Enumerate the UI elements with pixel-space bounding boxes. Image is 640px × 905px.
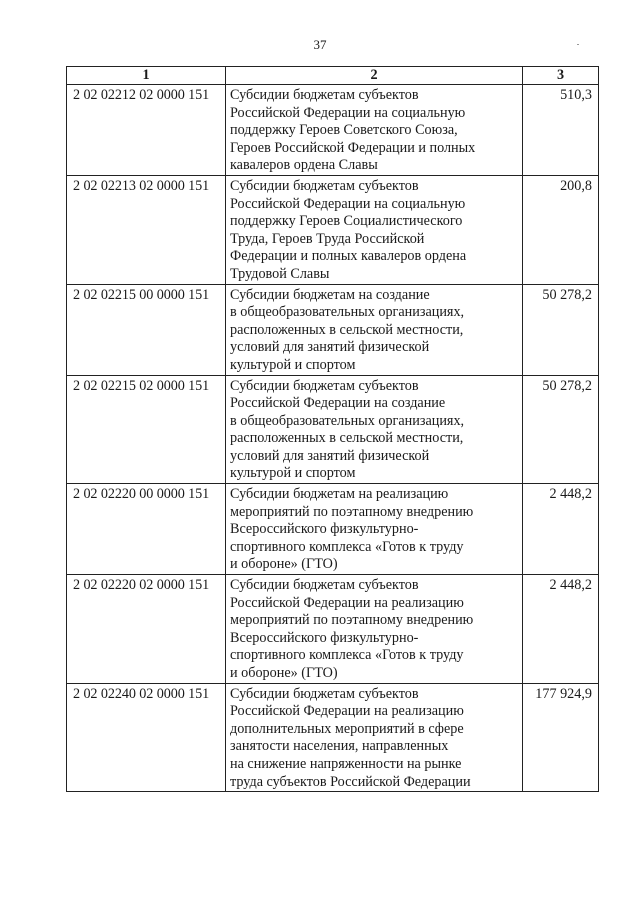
description-line: на снижение напряженности на рынке — [230, 755, 462, 772]
description-line: Трудовой Славы — [230, 265, 330, 282]
table-row — [67, 484, 599, 575]
description-line: Российской Федерации на реализацию — [230, 594, 464, 611]
description-line: Российской Федерации на создание — [230, 395, 446, 412]
description-cell — [226, 484, 523, 575]
budget-code-cell: 2 02 02240 02 0000 151 — [67, 683, 226, 792]
header-cell-code: 1 — [67, 67, 226, 85]
description-line: Российской Федерации на реализацию — [230, 703, 464, 720]
budget-code-cell: 2 02 02220 02 0000 151 — [67, 575, 226, 684]
description-line: Субсидии бюджетам субъектов — [230, 577, 419, 594]
description-line: и обороне» (ГТО) — [230, 556, 338, 573]
description-line: поддержку Героев Социалистического — [230, 213, 463, 230]
budget-table — [66, 66, 599, 792]
description-line: Субсидии бюджетам на создание — [230, 286, 430, 303]
page-number: 37 — [313, 37, 327, 52]
description-line: условий для занятий физической — [230, 447, 430, 464]
description-line: Всероссийского физкультурно- — [230, 521, 419, 538]
budget-code-cell: 2 02 02215 02 0000 151 — [67, 375, 226, 484]
description-line: мероприятий по поэтапному внедрению — [230, 503, 474, 520]
description-line: Героев Российской Федерации и полных — [230, 139, 476, 156]
amount-cell: 2 448,2 — [523, 484, 599, 575]
amount-cell: 50 278,2 — [523, 284, 599, 375]
amount-cell: 2 448,2 — [523, 575, 599, 684]
description-line: Всероссийского физкультурно- — [230, 629, 419, 646]
amount-cell: 200,8 — [523, 175, 599, 284]
budget-code-cell: 2 02 02213 02 0000 151 — [67, 175, 226, 284]
description-line: в общеобразовательных организациях, — [230, 412, 465, 429]
description-cell — [226, 85, 523, 176]
table-row — [67, 683, 599, 792]
description-line: спортивного комплекса «Готов к труду — [230, 647, 464, 664]
description-line: Субсидии бюджетам на реализацию — [230, 486, 449, 503]
description-line: занятости населения, направленных — [230, 738, 449, 755]
description-line: Труда, Героев Труда Российской — [230, 230, 425, 247]
table-row — [67, 375, 599, 484]
description-line: и обороне» (ГТО) — [230, 665, 338, 681]
description-line: дополнительных мероприятий в сфере — [230, 720, 464, 737]
header-cell-description: 2 — [226, 67, 523, 85]
description-cell — [226, 375, 523, 484]
scan-artifact — [577, 44, 579, 45]
amount-cell: 50 278,2 — [523, 375, 599, 484]
description-cell — [226, 575, 523, 684]
amount-cell: 177 924,9 — [523, 683, 599, 792]
description-line: мероприятий по поэтапному внедрению — [230, 612, 474, 629]
description-line: Субсидии бюджетам субъектов — [230, 685, 419, 702]
table-row — [67, 175, 599, 284]
description-line: расположенных в сельской местности, — [230, 430, 464, 447]
table-row — [67, 575, 599, 684]
description-line: поддержку Героев Советского Союза, — [230, 122, 458, 139]
description-line: в общеобразовательных организациях, — [230, 304, 465, 321]
description-line: труда субъектов Российской Федерации — [230, 773, 471, 790]
description-line: спортивного комплекса «Готов к труду — [230, 538, 464, 555]
budget-code-cell: 2 02 02220 00 0000 151 — [67, 484, 226, 575]
description-line: Субсидии бюджетам субъектов — [230, 87, 419, 103]
description-cell — [226, 175, 523, 284]
description-line: Российской Федерации на социальную — [230, 195, 466, 212]
table-row — [67, 85, 599, 176]
description-line: кавалеров ордена Славы — [230, 157, 378, 174]
table-body — [67, 85, 599, 792]
amount-cell: 510,3 — [523, 85, 599, 176]
description-cell — [226, 683, 523, 792]
description-line: культурой и спортом — [230, 356, 356, 373]
description-line: расположенных в сельской местности, — [230, 321, 464, 338]
description-line: Субсидии бюджетам субъектов — [230, 377, 419, 394]
table-row — [67, 284, 599, 375]
header-cell-value: 3 — [523, 67, 599, 85]
description-line: условий для занятий физической — [230, 339, 430, 356]
header-row — [67, 67, 599, 85]
description-line: культурой и спортом — [230, 465, 356, 482]
description-line: Федерации и полных кавалеров ордена — [230, 248, 467, 265]
budget-code-cell: 2 02 02215 00 0000 151 — [67, 284, 226, 375]
description-cell — [226, 284, 523, 375]
budget-code-cell: 2 02 02212 02 0000 151 — [67, 85, 226, 176]
description-line: Российской Федерации на социальную — [230, 104, 466, 121]
description-line: Субсидии бюджетам субъектов — [230, 177, 419, 194]
table-header — [67, 67, 599, 85]
